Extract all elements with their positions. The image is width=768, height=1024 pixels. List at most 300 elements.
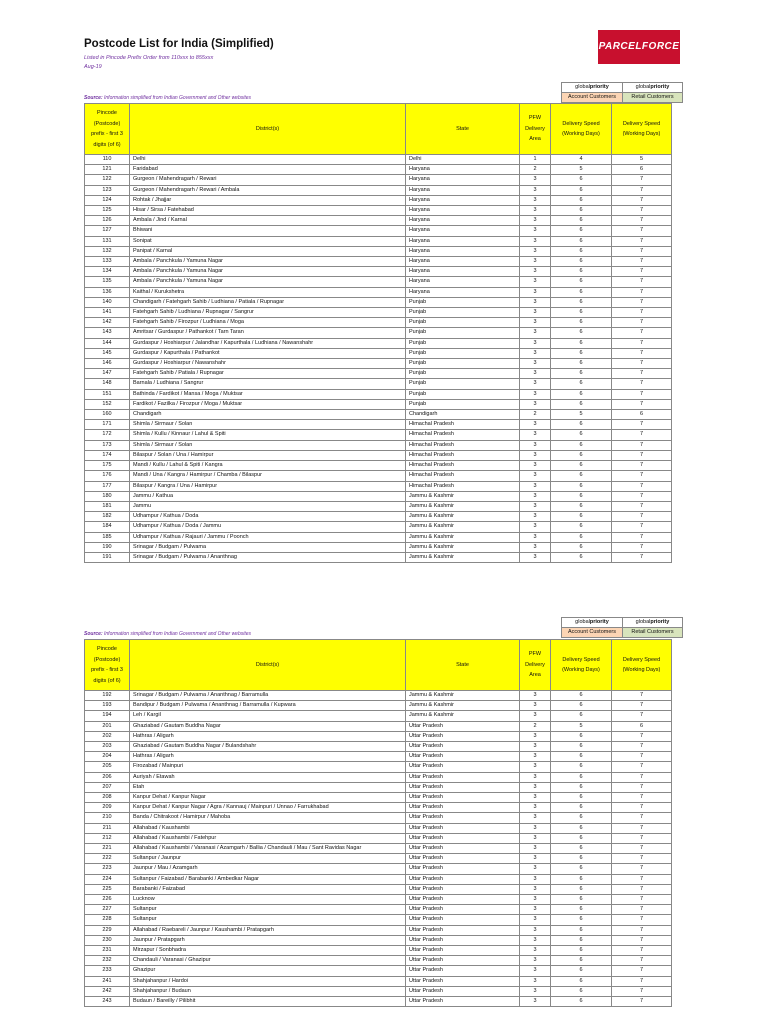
district-cell: Bilaspur / Kangra / Una / Hamirpur: [130, 481, 406, 491]
state-cell: Uttar Pradesh: [406, 772, 520, 782]
pfw-area-cell: 3: [520, 491, 551, 501]
state-cell: Jammu & Kashmir: [406, 491, 520, 501]
district-cell: Shahjahanpur / Hardoi: [130, 976, 406, 986]
pfw-area-cell: 3: [520, 348, 551, 358]
pfw-area-cell: 3: [520, 742, 551, 752]
retail-speed-cell: 7: [612, 430, 672, 440]
table-row: [85, 532, 672, 542]
district-cell: Faridabad: [130, 165, 406, 175]
district-cell: Sultanpur / Jaunpur: [130, 854, 406, 864]
retail-speed-cell: 7: [612, 803, 672, 813]
pincode-cell: 171: [85, 420, 130, 430]
source-note-1: Source: Information simplified from Indian Government and Other websites: [84, 95, 252, 101]
pincode-cell: 172: [85, 430, 130, 440]
pincode-cell: 203: [85, 742, 130, 752]
state-cell: Punjab: [406, 308, 520, 318]
pfw-area-cell: 3: [520, 206, 551, 216]
state-cell: Haryana: [406, 287, 520, 297]
pfw-area-cell: 3: [520, 925, 551, 935]
pfw-area-cell: 3: [520, 389, 551, 399]
state-cell: Uttar Pradesh: [406, 915, 520, 925]
account-speed-cell: 6: [551, 997, 612, 1007]
district-cell: Gurdaspur / Kapurthala / Pathankot: [130, 348, 406, 358]
table-row: [85, 399, 672, 409]
table-row: [85, 297, 672, 307]
state-cell: Jammu & Kashmir: [406, 691, 520, 701]
pfw-area-cell: 3: [520, 844, 551, 854]
district-cell: Srinagar / Budgam / Pulwama / Ananthnag: [130, 552, 406, 562]
table-row: [85, 185, 672, 195]
pfw-area-cell: 3: [520, 359, 551, 369]
account-speed-cell: 6: [551, 752, 612, 762]
district-cell: Hisar / Sirsa / Fatehabad: [130, 206, 406, 216]
district-cell: Allahabad / Raebareli / Jaunpur / Kaushambi / Pratapgarh: [130, 925, 406, 935]
district-cell: Srinagar / Budgam / Pulwama / Ananthnag / Barramulla: [130, 691, 406, 701]
pfw-area-cell: 3: [520, 813, 551, 823]
pfw-area-cell: 3: [520, 318, 551, 328]
col-header-speed-account: Delivery Speed (Working Days): [551, 640, 612, 691]
table-row: [85, 308, 672, 318]
district-cell: Sultanpur: [130, 905, 406, 915]
district-cell: Udhampur / Kathua / Doda / Jammu: [130, 522, 406, 532]
pfw-area-cell: 3: [520, 772, 551, 782]
subtitle: Listed in Pincode Prefix Order from 110xxx to 855xxx: [84, 55, 214, 61]
table-row: [85, 165, 672, 175]
district-cell: Kaithal / Kurukshetra: [130, 287, 406, 297]
table-row: [85, 823, 672, 833]
account-speed-cell: 6: [551, 854, 612, 864]
district-cell: Bilaspur / Solan / Una / Hamirpur: [130, 450, 406, 460]
table-row: [85, 691, 672, 701]
col-header-pfw: PFW Delivery Area: [520, 104, 551, 155]
table-row: [85, 833, 672, 843]
brand-logo-retail: globalpriority: [623, 618, 683, 628]
account-speed-cell: 6: [551, 277, 612, 287]
account-speed-cell: 6: [551, 966, 612, 976]
retail-speed-cell: 6: [612, 165, 672, 175]
account-speed-cell: 6: [551, 389, 612, 399]
table-row: [85, 884, 672, 894]
account-speed-cell: 6: [551, 236, 612, 246]
account-speed-cell: 6: [551, 895, 612, 905]
retail-speed-cell: 7: [612, 216, 672, 226]
account-speed-cell: 6: [551, 420, 612, 430]
account-speed-cell: 6: [551, 532, 612, 542]
pfw-area-cell: 3: [520, 257, 551, 267]
pfw-area-cell: 3: [520, 430, 551, 440]
district-cell: Sultanpur: [130, 915, 406, 925]
table-row: [85, 267, 672, 277]
pfw-area-cell: 3: [520, 864, 551, 874]
district-cell: Fatehgarh Sahib / Patiala / Rupnagar: [130, 369, 406, 379]
district-cell: Bhiwani: [130, 226, 406, 236]
pincode-cell: 151: [85, 389, 130, 399]
table-row: [85, 287, 672, 297]
table-row: [85, 430, 672, 440]
table-row: [85, 935, 672, 945]
account-speed-cell: 6: [551, 338, 612, 348]
state-cell: Himachal Pradesh: [406, 440, 520, 450]
state-cell: Uttar Pradesh: [406, 966, 520, 976]
state-cell: Uttar Pradesh: [406, 844, 520, 854]
state-cell: Haryana: [406, 175, 520, 185]
account-speed-cell: 6: [551, 833, 612, 843]
district-cell: Udhampur / Kathua / Doda: [130, 512, 406, 522]
account-speed-cell: 6: [551, 216, 612, 226]
state-cell: Uttar Pradesh: [406, 956, 520, 966]
state-cell: Punjab: [406, 297, 520, 307]
retail-speed-cell: 7: [612, 742, 672, 752]
pincode-cell: 121: [85, 165, 130, 175]
account-speed-cell: 6: [551, 813, 612, 823]
state-cell: Uttar Pradesh: [406, 782, 520, 792]
pfw-area-cell: 3: [520, 450, 551, 460]
account-speed-cell: 6: [551, 711, 612, 721]
retail-speed-cell: 7: [612, 297, 672, 307]
pincode-cell: 181: [85, 501, 130, 511]
state-cell: Uttar Pradesh: [406, 823, 520, 833]
retail-speed-cell: 7: [612, 461, 672, 471]
account-speed-cell: 5: [551, 721, 612, 731]
district-cell: Jaunpur / Mau / Azamgarh: [130, 864, 406, 874]
pfw-area-cell: 3: [520, 701, 551, 711]
district-cell: Rohtak / Jhajjar: [130, 195, 406, 205]
pfw-area-cell: 3: [520, 997, 551, 1007]
pfw-area-cell: 3: [520, 532, 551, 542]
retail-speed-cell: 7: [612, 389, 672, 399]
retail-speed-cell: 7: [612, 287, 672, 297]
retail-speed-cell: 7: [612, 976, 672, 986]
retail-speed-cell: 7: [612, 226, 672, 236]
retail-speed-cell: 7: [612, 854, 672, 864]
postcode-table-2: [84, 639, 672, 1007]
state-cell: Himachal Pradesh: [406, 420, 520, 430]
table-row: [85, 762, 672, 772]
pincode-cell: 191: [85, 552, 130, 562]
retail-speed-cell: 7: [612, 379, 672, 389]
pfw-area-cell: 3: [520, 874, 551, 884]
pfw-area-cell: 3: [520, 379, 551, 389]
col-header-speed-retail: Delivery Speed (Working Days): [612, 104, 672, 155]
table-row: [85, 742, 672, 752]
state-cell: Jammu & Kashmir: [406, 711, 520, 721]
table-row: [85, 328, 672, 338]
pincode-cell: 110: [85, 155, 130, 165]
retail-speed-cell: 7: [612, 833, 672, 843]
district-cell: Srinagar / Budgam / Pulwama: [130, 542, 406, 552]
pfw-area-cell: 3: [520, 793, 551, 803]
pfw-area-cell: 3: [520, 226, 551, 236]
state-cell: Delhi: [406, 155, 520, 165]
pfw-area-cell: 3: [520, 915, 551, 925]
account-speed-cell: 6: [551, 701, 612, 711]
state-cell: Uttar Pradesh: [406, 793, 520, 803]
pfw-area-cell: 3: [520, 236, 551, 246]
retail-speed-cell: 7: [612, 532, 672, 542]
table-row: [85, 782, 672, 792]
table-row: [85, 752, 672, 762]
table-row: [85, 844, 672, 854]
pincode-cell: 231: [85, 946, 130, 956]
pfw-area-cell: 3: [520, 905, 551, 915]
table-row: [85, 461, 672, 471]
table-row: [85, 226, 672, 236]
pincode-cell: 221: [85, 844, 130, 854]
retail-speed-cell: 7: [612, 257, 672, 267]
account-speed-cell: 6: [551, 742, 612, 752]
retail-speed-cell: 7: [612, 420, 672, 430]
state-cell: Uttar Pradesh: [406, 997, 520, 1007]
retail-speed-cell: 7: [612, 512, 672, 522]
retail-speed-cell: 6: [612, 410, 672, 420]
district-cell: Panipat / Karnal: [130, 246, 406, 256]
pincode-cell: 131: [85, 236, 130, 246]
table-row: [85, 206, 672, 216]
pfw-area-cell: 2: [520, 410, 551, 420]
table-row: [85, 552, 672, 562]
pfw-area-cell: 3: [520, 782, 551, 792]
district-cell: Bandipur / Budgam / Pulwama / Ananthnag / Barramulla / Kupwara: [130, 701, 406, 711]
table-row: [85, 420, 672, 430]
col-header-state: State: [406, 640, 520, 691]
retail-speed-cell: 7: [612, 491, 672, 501]
table-row: [85, 966, 672, 976]
retail-speed-cell: 7: [612, 997, 672, 1007]
account-speed-cell: 6: [551, 440, 612, 450]
retail-speed-cell: 7: [612, 905, 672, 915]
table-row: [85, 450, 672, 460]
retail-speed-cell: 7: [612, 206, 672, 216]
district-cell: Ghaziabad / Gautam Buddha Nagar: [130, 721, 406, 731]
state-cell: Haryana: [406, 226, 520, 236]
district-cell: Jammu: [130, 501, 406, 511]
account-speed-cell: 6: [551, 359, 612, 369]
pincode-cell: 211: [85, 823, 130, 833]
state-cell: Haryana: [406, 195, 520, 205]
account-speed-cell: 6: [551, 206, 612, 216]
retail-speed-cell: 7: [612, 772, 672, 782]
table-row: [85, 471, 672, 481]
pfw-area-cell: 3: [520, 823, 551, 833]
table-row: [85, 501, 672, 511]
pincode-cell: 184: [85, 522, 130, 532]
pincode-cell: 125: [85, 206, 130, 216]
district-cell: Barnala / Ludhiana / Sangrur: [130, 379, 406, 389]
pfw-area-cell: 3: [520, 461, 551, 471]
table-row: [85, 369, 672, 379]
retail-speed-cell: 7: [612, 359, 672, 369]
pincode-cell: 180: [85, 491, 130, 501]
pfw-area-cell: 3: [520, 552, 551, 562]
pfw-area-cell: 3: [520, 267, 551, 277]
table-row: [85, 246, 672, 256]
parcelforce-logo: [598, 30, 680, 85]
state-cell: Punjab: [406, 369, 520, 379]
date-label: Aug-19: [84, 64, 102, 70]
state-cell: Uttar Pradesh: [406, 946, 520, 956]
table-row: [85, 359, 672, 369]
state-cell: Haryana: [406, 267, 520, 277]
account-speed-cell: 6: [551, 884, 612, 894]
retail-speed-cell: 7: [612, 701, 672, 711]
account-speed-cell: 6: [551, 379, 612, 389]
col-header-pfw: PFW Delivery Area: [520, 640, 551, 691]
district-cell: Auriyah / Etawah: [130, 772, 406, 782]
state-cell: Uttar Pradesh: [406, 976, 520, 986]
district-cell: Lucknow: [130, 895, 406, 905]
retail-speed-cell: 7: [612, 318, 672, 328]
table-row: [85, 440, 672, 450]
table-row: [85, 410, 672, 420]
pfw-area-cell: 3: [520, 976, 551, 986]
pfw-area-cell: 3: [520, 175, 551, 185]
state-cell: Uttar Pradesh: [406, 874, 520, 884]
retail-speed-cell: 7: [612, 691, 672, 701]
table-row: [85, 813, 672, 823]
col-header-pincode: Pincode (Postcode) prefix - first 3 digits (of 6): [85, 104, 130, 155]
col-header-speed-account: Delivery Speed (Working Days): [551, 104, 612, 155]
retail-speed-cell: 7: [612, 986, 672, 996]
account-speed-cell: 6: [551, 195, 612, 205]
pincode-cell: 201: [85, 721, 130, 731]
table-row: [85, 895, 672, 905]
account-speed-cell: 6: [551, 762, 612, 772]
col-header-pincode: Pincode (Postcode) prefix - first 3 digits (of 6): [85, 640, 130, 691]
pfw-area-cell: 2: [520, 165, 551, 175]
retail-speed-cell: 7: [612, 782, 672, 792]
table-row: [85, 318, 672, 328]
state-cell: Uttar Pradesh: [406, 742, 520, 752]
retail-customers-label: Retail Customers: [623, 628, 683, 638]
district-cell: Budaun / Bareilly / Pilibhit: [130, 997, 406, 1007]
account-speed-cell: 4: [551, 155, 612, 165]
pincode-cell: 204: [85, 752, 130, 762]
retail-speed-cell: 7: [612, 884, 672, 894]
table-row: [85, 711, 672, 721]
district-cell: Chandigarh: [130, 410, 406, 420]
account-speed-cell: 6: [551, 782, 612, 792]
state-cell: Punjab: [406, 399, 520, 409]
table-row: [85, 731, 672, 741]
pfw-area-cell: 3: [520, 854, 551, 864]
account-speed-cell: 6: [551, 450, 612, 460]
account-speed-cell: 6: [551, 369, 612, 379]
pfw-area-cell: 3: [520, 216, 551, 226]
brand-logo-retail: globalpriority: [623, 83, 683, 93]
table-row: [85, 854, 672, 864]
retail-speed-cell: 7: [612, 277, 672, 287]
district-cell: Gurgeon / Mahendragarh / Rewari / Ambala: [130, 185, 406, 195]
pincode-cell: 144: [85, 338, 130, 348]
pincode-cell: 141: [85, 308, 130, 318]
pfw-area-cell: 3: [520, 195, 551, 205]
pincode-cell: 142: [85, 318, 130, 328]
pincode-cell: 136: [85, 287, 130, 297]
table-row: [85, 542, 672, 552]
table-row: [85, 522, 672, 532]
pincode-cell: 243: [85, 997, 130, 1007]
account-speed-cell: 6: [551, 257, 612, 267]
pincode-cell: 193: [85, 701, 130, 711]
pfw-area-cell: 3: [520, 542, 551, 552]
pincode-cell: 175: [85, 461, 130, 471]
pfw-area-cell: 3: [520, 471, 551, 481]
district-cell: Ghazipur: [130, 966, 406, 976]
table-row: [85, 946, 672, 956]
district-cell: Ambala / Panchkula / Yamuna Nagar: [130, 257, 406, 267]
retail-speed-cell: 7: [612, 874, 672, 884]
state-cell: Himachal Pradesh: [406, 450, 520, 460]
account-speed-cell: 6: [551, 308, 612, 318]
state-cell: Uttar Pradesh: [406, 905, 520, 915]
pincode-cell: 223: [85, 864, 130, 874]
table-row: [85, 338, 672, 348]
pfw-area-cell: 3: [520, 297, 551, 307]
table-row: [85, 915, 672, 925]
pincode-cell: 228: [85, 915, 130, 925]
pincode-cell: 160: [85, 410, 130, 420]
state-cell: Haryana: [406, 257, 520, 267]
retail-speed-cell: 7: [612, 399, 672, 409]
district-cell: Hathras / Aligarh: [130, 731, 406, 741]
district-cell: Ambala / Panchkula / Yamuna Nagar: [130, 267, 406, 277]
state-cell: Haryana: [406, 206, 520, 216]
col-header-state: State: [406, 104, 520, 155]
pincode-cell: 145: [85, 348, 130, 358]
state-cell: Jammu & Kashmir: [406, 501, 520, 511]
pincode-cell: 225: [85, 884, 130, 894]
pfw-area-cell: 2: [520, 721, 551, 731]
state-cell: Chandigarh: [406, 410, 520, 420]
account-speed-cell: 6: [551, 491, 612, 501]
retail-speed-cell: 7: [612, 762, 672, 772]
table-row: [85, 257, 672, 267]
pincode-cell: 242: [85, 986, 130, 996]
table-row: [85, 389, 672, 399]
retail-speed-cell: 7: [612, 915, 672, 925]
pincode-cell: 146: [85, 359, 130, 369]
pfw-area-cell: 3: [520, 762, 551, 772]
district-cell: Delhi: [130, 155, 406, 165]
table-row: [85, 925, 672, 935]
state-cell: Uttar Pradesh: [406, 895, 520, 905]
pincode-cell: 194: [85, 711, 130, 721]
pincode-cell: 222: [85, 854, 130, 864]
retail-speed-cell: 7: [612, 236, 672, 246]
district-cell: Kanpur Dehat / Kanpur Nagar: [130, 793, 406, 803]
pincode-cell: 173: [85, 440, 130, 450]
retail-speed-cell: 7: [612, 369, 672, 379]
district-cell: Allahabad / Kaushambi / Fatehpur: [130, 833, 406, 843]
pincode-cell: 232: [85, 956, 130, 966]
table-row: [85, 348, 672, 358]
state-cell: Jammu & Kashmir: [406, 512, 520, 522]
table-row: [85, 997, 672, 1007]
pincode-cell: 147: [85, 369, 130, 379]
retail-speed-cell: 7: [612, 823, 672, 833]
account-speed-cell: 6: [551, 823, 612, 833]
state-cell: Himachal Pradesh: [406, 471, 520, 481]
retail-speed-cell: 7: [612, 450, 672, 460]
district-cell: Banda / Chitrakoot / Hamirpur / Mahoba: [130, 813, 406, 823]
account-speed-cell: 6: [551, 946, 612, 956]
pincode-cell: 192: [85, 691, 130, 701]
brand-header-2: [561, 617, 683, 638]
account-speed-cell: 6: [551, 935, 612, 945]
state-cell: Punjab: [406, 328, 520, 338]
pincode-cell: 210: [85, 813, 130, 823]
state-cell: Uttar Pradesh: [406, 833, 520, 843]
